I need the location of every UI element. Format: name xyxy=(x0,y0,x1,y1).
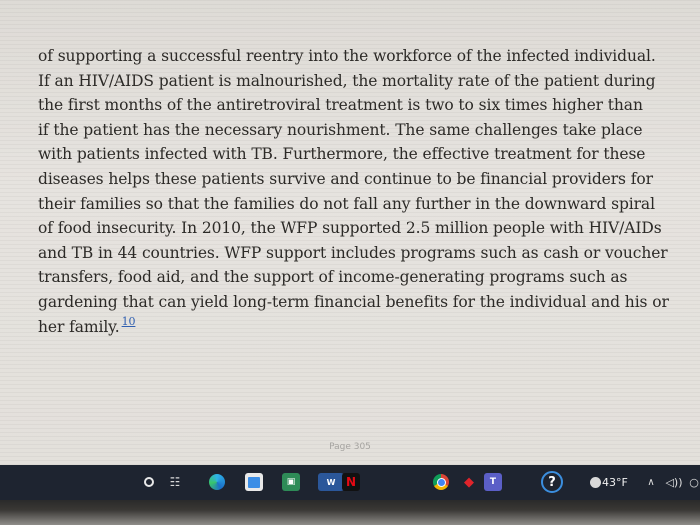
text-line: diseases helps these patients survive and continue to be financial providers for xyxy=(38,169,653,188)
microsoft-store-icon[interactable] xyxy=(245,473,263,491)
edge-browser-icon[interactable] xyxy=(208,473,226,491)
chevron-up-icon[interactable]: ∧ xyxy=(647,476,655,488)
volume-icon[interactable]: ◁)) xyxy=(665,475,683,489)
photos-icon[interactable]: ▣ xyxy=(282,473,300,491)
help-icon[interactable]: ? xyxy=(541,471,563,493)
search-icon[interactable] xyxy=(140,473,158,491)
text-line: gardening that can yield long-term financial benefits for the individual and his or xyxy=(38,292,669,311)
text-line: and TB in 44 countries. WFP support includes programs such as cash or voucher xyxy=(38,243,668,262)
text-line: If an HIV/AIDS patient is malnourished, the mortality rate of the patient during xyxy=(38,71,656,90)
document-body xyxy=(38,44,668,339)
monitor-bezel xyxy=(0,500,700,525)
footnote-link[interactable]: 10 xyxy=(121,315,136,329)
tray-overflow-icon[interactable]: ○ xyxy=(689,475,699,489)
page-number: Page 305 xyxy=(329,442,371,452)
text-line-last xyxy=(38,315,668,340)
teams-icon[interactable]: T xyxy=(484,473,502,491)
temperature-readout[interactable]: 43°F xyxy=(602,476,628,489)
taskbar xyxy=(0,465,700,500)
netflix-icon[interactable]: N xyxy=(342,473,360,491)
text-line-end: her family. xyxy=(38,317,120,336)
chrome-icon[interactable] xyxy=(432,473,450,491)
word-icon[interactable]: W xyxy=(318,473,344,491)
text-line: if the patient has the necessary nourishment. The same challenges take place xyxy=(38,120,643,139)
text-line: of food insecurity. In 2010, the WFP supported 2.5 million people with HIV/AIDs xyxy=(38,219,662,238)
text-line: transfers, food aid, and the support of income-generating programs such as xyxy=(38,268,628,287)
task-view-icon[interactable]: ☷ xyxy=(169,475,181,489)
text-line: their families so that the families do not fall any further in the downward spiral xyxy=(38,194,655,213)
text-line: of supporting a successful reentry into the workforce of the infected individual. xyxy=(38,47,656,65)
text-line: with patients infected with TB. Furthermore, the effective treatment for these xyxy=(38,145,646,164)
text-line: the first months of the antiretroviral treatment is two to six times higher than xyxy=(38,96,643,115)
mcafee-icon[interactable]: ◆ xyxy=(464,474,474,490)
